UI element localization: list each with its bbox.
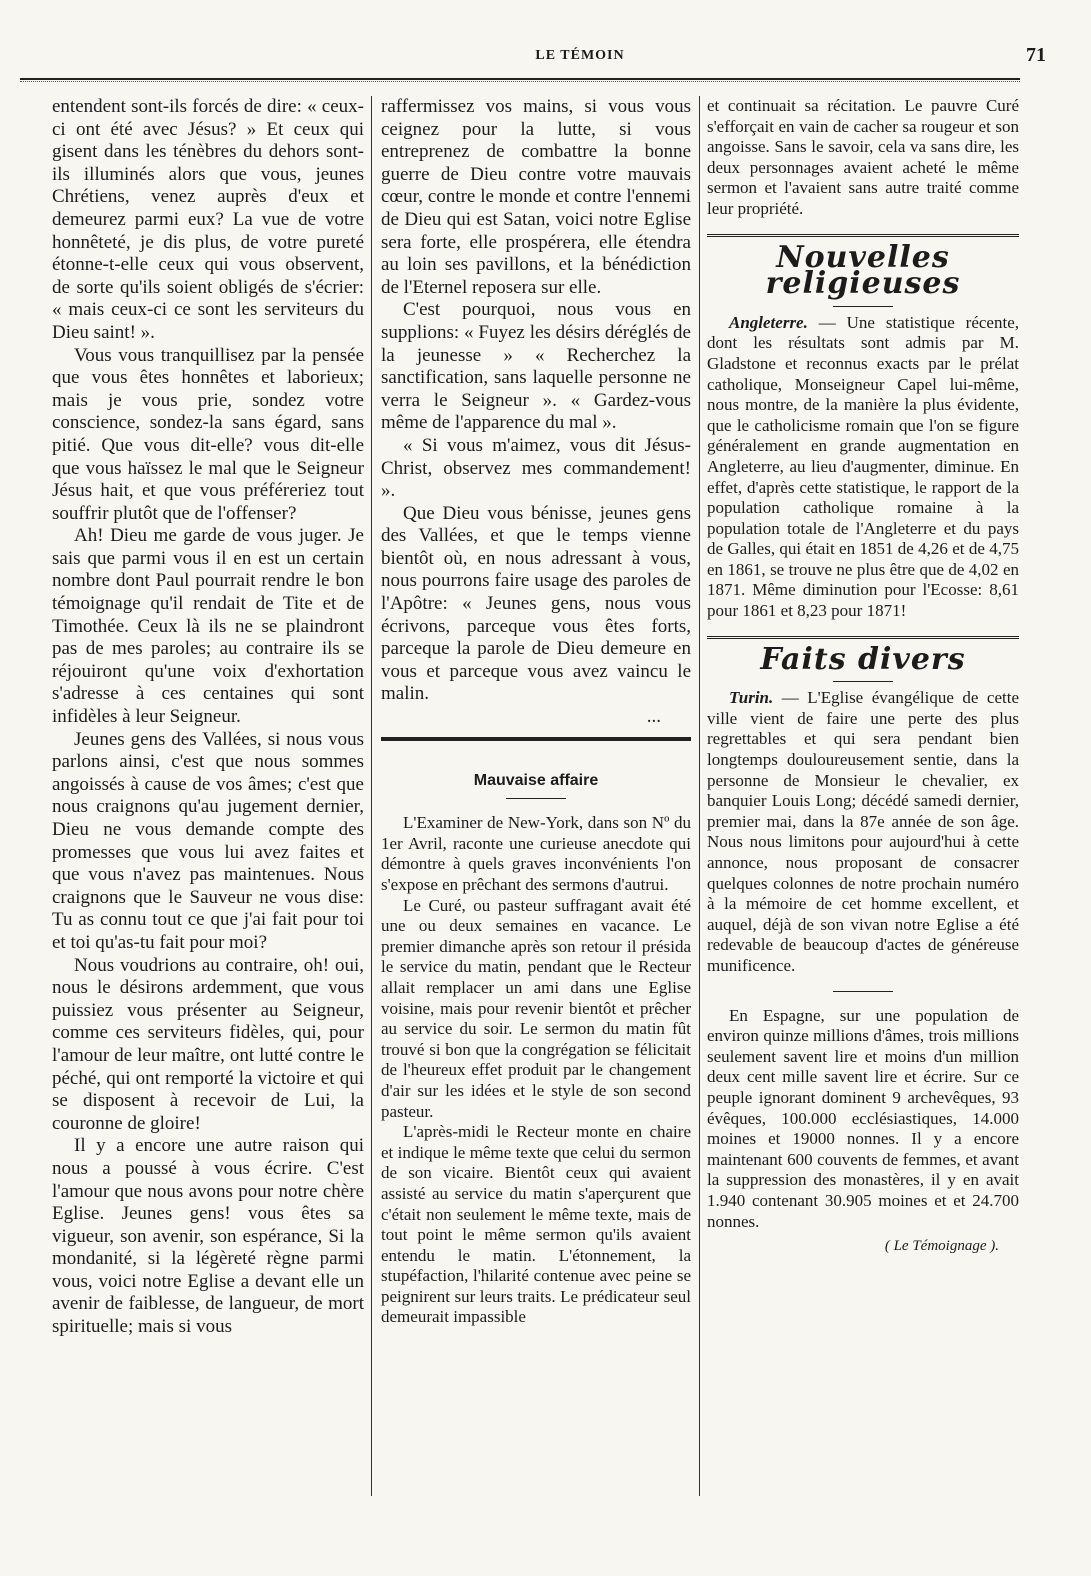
divider (833, 991, 893, 992)
article-title-wrap (381, 769, 691, 793)
section-title-wrap (707, 239, 1019, 302)
paragraph: L'Examiner de New-York, dans son Nº du 1er Avril, raconte une curieuse anecdote qui démontre à quels graves inconvénients l'on s'expose en prêchant des sermons d'autrui. (381, 813, 691, 894)
paragraph (707, 688, 1019, 976)
paragraph (707, 313, 1019, 622)
paragraph: entendent sont-ils forcés de dire: « ceux-ci ont été avec Jésus? » Et ceux qui gisent dans les ténèbres du dehors sont-ils illuminés alors que vous, jeunes Chrétiens, venez auprès d'eux et demeurez parmi eux? La vue de votre honnêteté, je dis plus, de votre pureté étonne-t-elle ceux qui vous observent, de sorte qu'ils soient obligés de s'écrier: « mais ceux-ci ce sont les serviteurs du Dieu saint! ». (52, 96, 364, 343)
section-title-nouvelles: Nouvelles religieuses (765, 239, 961, 302)
signature: ( Le Témoignage ). (884, 1238, 999, 1255)
paragraph-text: — L'Eglise évangélique de cette ville vient de faire une perte des plus regrettables et qui sera pendant bien longtemps douloureusement sentie, dans la personne de Monsieur le chevalier, ex banquier Louis Long; décédé samedi dernier, premier mai, dans la 87e année de son âge. Nous nous limitons pour aujourd'hui à cette annonce, nous proposant de consacrer quelques colonnes de notre prochain numéro à la mémoire de cet homme excellent, et auquel, déjà de son vivan notre Eglise a été redevable de beaucoup d'actes de généreuse munificence. (707, 688, 1020, 975)
city-label: Turin. (729, 688, 774, 708)
paragraph: L'après-midi le Recteur monte en chaire et indique le même texte que celui du sermon de son vicaire. Bientôt ceux qui avaient assisté au service du matin s'aperçurent que c'était non seulement le même texte, mais de tout point le même sermon qu'ils avaient entendu le matin. L'étonnement, la stupéfaction, l'hilarité contenue avec peine se peignirent sur leurs traits. Le prédicateur seul demeurait impassible (381, 1122, 691, 1327)
column-1 (52, 96, 364, 1339)
article-body (381, 813, 691, 1328)
page-header (40, 44, 1050, 74)
section-rule (707, 234, 1019, 237)
journal-title: LE TÉMOIN (535, 48, 625, 63)
header-rule (20, 78, 1020, 80)
paragraph: Il y a encore une autre raison qui nous a poussé à vous écrire. C'est l'amour que nous avons pour notre chère Eglise. Jeunes gens! vous êtes sa vigueur, son avenir, son espérance, Si la mondanité, si la légèreté règne parmi vous, voici notre Eglise a devant elle un avenir de faiblesse, de langueur, de mort spirituelle; mais si vous (52, 1135, 364, 1338)
title-rule (833, 306, 893, 307)
paragraph: C'est pourquoi, nous vous en supplions: « Fuyez les désirs déréglés de la jeunesse » « Recherchez la sanctification, sans laquelle personne ne verra le Seigneur ». « Gardez-vous même de l'apparence du mal ». (381, 299, 691, 434)
end-dots: ... (646, 706, 661, 728)
country-label: Angleterre. (729, 312, 808, 332)
header-rule-dotted (20, 81, 1020, 82)
page-number: 71 (1026, 44, 1046, 66)
column-3 (707, 96, 1019, 1257)
paragraph: Vous vous tranquillisez par la pensée que vous êtes honnêtes et laborieux; mais je vous prie, sondez votre conscience, sondez-la sans égard, sans pitié. Que vous dit-elle? vous dit-elle que vous haïssez le mal que le Seigneur Jésus hait, et que vous préféreriez tout souffrir plutôt que de l'offenser? (52, 344, 364, 524)
paragraph: En Espagne, sur une population de environ quinze millions d'âmes, trois millions seulement savent lire et moins d'un million deux cent mille savent lire et écrire. Sur ce peuple ignorant dominent 9 archevêques, 93 évêques, 100.000 ecclésiastiques, 14.000 moines et 19000 nonnes. Il y a encore maintenant 600 couvents de femmes, et avant la suppression des monastères, il y en avait 1.940 contenant 30.905 moines et et 24.700 nonnes. (707, 1005, 1019, 1231)
column-divider-1 (371, 96, 372, 1496)
paragraph: Que Dieu vous bénisse, jeunes gens des Vallées, et que le temps vienne bientôt où, en nous adressant à vous, nous pourrons faire usage des paroles de l'Apôtre: « Jeunes gens, nous vous écrivons, parceque vous êtes forts, parceque la parole de Dieu demeure en vous et parceque vous avez vaincu le malin. (381, 502, 691, 705)
section-rule (707, 636, 1019, 639)
column-2 (381, 96, 691, 1328)
paragraph: Jeunes gens des Vallées, si nous vous parlons ainsi, c'est que nous sommes angoissés à cause de vos âmes; c'est que nous craignons qu'au jugement dernier, Dieu ne vous demande compte des promesses que vous lui avez faites et que vous n'avez pas maintenues. Nous craignons que le Sauveur ne vous dise: Tu as connu tout ce que j'ai fait pour toi et toi qu'as-tu fait pour moi? (52, 728, 364, 953)
section-title-wrap (707, 641, 1019, 677)
paragraph: et continuait sa récitation. Le pauvre Curé s'efforçait en vain de cacher sa rougeur et son angoisse. Sans le savoir, cela va sans dire, les deux personnages avaient acheté le même sermon et l'avaient sans autre traité comme leur propriété. (707, 96, 1019, 218)
column-divider-2 (699, 96, 700, 1496)
paragraph: Ah! Dieu me garde de vous juger. Je sais que parmi vous il en est un certain nombre dont Paul pourrait rendre le bon témoignage qu'il rendait de Tite et de Timothée. Ceux là ils ne se plaindront pas de mes paroles; au contraire ils se réjouiront qu'une voix d'exhortation s'adresse à ces centaines qui sont infidèles à leur Seigneur. (52, 525, 364, 728)
title-rule (506, 798, 566, 799)
paragraph: raffermissez vos mains, si vous vous ceignez pour la lutte, si vous entreprenez de combattre la bonne guerre de Dieu contre votre mauvais cœur, contre le monde et contre l'ennemi de Dieu qui est Satan, voici notre Eglise sera forte, elle prospérera, elle étendra au loin ses pavillons, et la bénédiction de l'Eternel reposera sur elle. (381, 96, 691, 298)
title-rule (833, 681, 893, 682)
paragraph-text: — Une statistique récente, dont les résultats sont admis par M. Gladstone et reconnus exacts par le prélat catholique, Monseigneur Capel lui-même, nous montre, de la manière la plus évidente, que le catholicisme romain que l'on se figure généralement en grande augmentation en Angleterre, au lieu d'augmenter, diminue. En effet, d'après cette statistique, le rapport de la population catholique romaine à la population totale de l'Angleterre et du pays de Galles, qui était en 1851 de 4,26 et de 4,75 en 1861, se trouve ne plus être que de 4,02 en 1871. Même diminution pour l'Ecosse: 8,61 pour 1861 et 8,23 pour 1871! (707, 312, 1019, 621)
article-title: Mauvaise affaire (473, 771, 599, 789)
paragraph: « Si vous m'aimez, vous dit Jésus-Christ, observez mes commandement! ». (381, 434, 691, 502)
section-rule (381, 737, 691, 741)
paragraph: Le Curé, ou pasteur suffragant avait été une ou deux semaines en vacance. Le premier dimanche après son retour il présida le service du matin, pendant que le Recteur allait remplacer un ami dans une Eglise voisine, mais pour revenir bientôt et prêcher au service du soir. Le sermon du matin fût trouvé si bon que la congrégation se félicitait de l'heureux effet produit par le changement d'air sur les idées et le style de son second pasteur. (381, 895, 691, 1121)
section-title-faits-divers: Faits divers (760, 641, 966, 677)
paragraph: Nous voudrions au contraire, oh! oui, nous le désirons ardemment, que vous puissiez vous présenter au Seigneur, comme ces serviteurs fidèles, qui, pour l'amour de leur maître, ont lutté contre le péché, qui ont remporté la victoire et qui se disposent à recevoir de Lui, la couronne de gloire! (52, 954, 364, 1134)
